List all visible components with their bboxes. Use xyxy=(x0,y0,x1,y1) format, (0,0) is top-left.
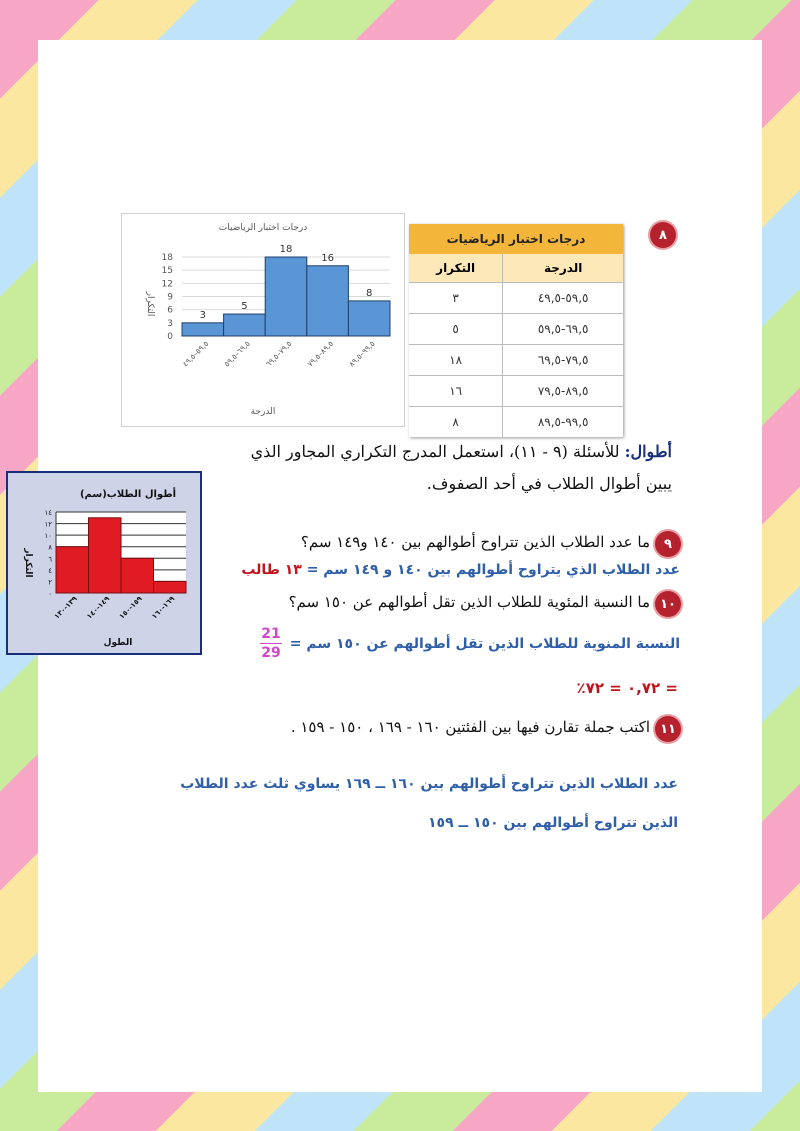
x-tick-label: ١٦٩-١٦٠ xyxy=(150,594,177,621)
intro-line-2: يبين أطوال الطلاب في أحد الصفوف. xyxy=(426,474,672,493)
fraction-numerator: 21 xyxy=(261,626,281,642)
question-9-answer xyxy=(241,562,680,578)
table-row xyxy=(409,345,623,376)
question-10-badge xyxy=(655,591,681,617)
table-row xyxy=(409,283,623,314)
histogram-bar xyxy=(121,558,154,593)
y-tick-label: 0 xyxy=(167,332,173,342)
y-tick-label: ٦ xyxy=(48,555,52,564)
y-axis-label: التكرار xyxy=(145,291,155,317)
y-tick-label: ٢ xyxy=(48,578,52,587)
fraction-denominator: 29 xyxy=(261,645,281,661)
fraction-bar xyxy=(260,643,282,644)
histogram-bar xyxy=(182,323,224,336)
answer-value: ١٣ طالب xyxy=(241,562,302,578)
header-frequency: التكرار xyxy=(409,254,503,283)
histogram-bar xyxy=(224,314,266,336)
answer-fraction xyxy=(260,626,282,661)
x-tick-label: ٥٩,٥–٤٩,٥ xyxy=(180,339,211,369)
grade-cell: ٦٩,٥-٥٩,٥ xyxy=(503,314,623,345)
y-tick-label: 9 xyxy=(167,292,173,303)
y-tick-label: 18 xyxy=(161,253,173,263)
question-10-text: ما النسبة المئوية للطلاب الذين تقل أطوالهم عن ١٥٠ سم؟ xyxy=(288,593,650,611)
data-label: 8 xyxy=(366,287,373,299)
intro-line-1 xyxy=(251,442,672,461)
y-tick-label: ٠ xyxy=(48,590,52,598)
y-tick-label: 3 xyxy=(167,318,173,329)
question-number: ١١ xyxy=(660,721,676,737)
data-label: 16 xyxy=(321,252,334,264)
grade-cell: ٥٩,٥-٤٩,٥ xyxy=(503,283,623,314)
freq-cell: ٥ xyxy=(409,314,503,345)
y-tick-label: ١٠ xyxy=(44,532,52,541)
x-tick-label: ١٣٩-١٣٠ xyxy=(52,594,79,621)
y-tick-label: ٨ xyxy=(48,543,52,552)
header-grade: الدرجة xyxy=(503,254,623,283)
question-8-badge xyxy=(650,222,676,248)
data-label: 3 xyxy=(199,309,206,321)
y-tick-label: ١٤ xyxy=(44,509,52,517)
freq-cell: ١٦ xyxy=(409,376,503,407)
intro-text: للأسئلة (٩ - ١١)، استعمل المدرج التكراري المجاور الذي xyxy=(250,442,620,461)
question-11-badge xyxy=(655,716,681,742)
histogram-bar xyxy=(307,266,349,336)
question-11-answer-line-2: الذين تتراوح أطوالهم بين ١٥٠ ــ ١٥٩ xyxy=(428,815,678,831)
histogram-bar xyxy=(56,547,89,593)
freq-cell: ٨ xyxy=(409,407,503,438)
heights-x-axis-label: الطول xyxy=(103,638,133,648)
y-tick-label: 12 xyxy=(161,279,173,290)
intro-bold: أطوال: xyxy=(624,442,672,461)
question-10-answer-percent: = ٠,٧٢ = ٧٢٪ xyxy=(576,679,678,697)
question-number: ٩ xyxy=(664,536,672,552)
table-row xyxy=(409,407,623,438)
y-tick-label: 15 xyxy=(161,266,173,277)
y-tick-label: ٤ xyxy=(48,566,52,575)
y-tick-label: ١٢ xyxy=(44,520,52,529)
histogram-bar xyxy=(89,518,122,593)
question-11-text: اكتب جملة تقارن فيها بين الفئتين ١٦٠ - ١٦٩ ، ١٥٠ - ١٥٩ . xyxy=(290,718,650,736)
x-tick-label: ١٤٩-١٤٠ xyxy=(85,594,112,621)
table-caption: درجات اختبار الرياضيات xyxy=(409,224,623,254)
question-11-answer-line-1: عدد الطلاب الذين تتراوح أطوالهم بين ١٦٠ ــ ١٦٩ يساوي ثلث عدد الطلاب xyxy=(180,776,678,792)
question-10-answer: النسبة المنوية للطلاب الذين تقل أطوالهم عن ١٥٠ سم = xyxy=(289,636,680,652)
chart-title: درجات اختبار الرياضيات xyxy=(218,223,308,233)
answer-text: عدد الطلاب الذي يتراوح أطوالهم بين ١٤٠ و ١٤٩ سم = xyxy=(306,562,680,578)
grade-cell: ٨٩,٥-٧٩,٥ xyxy=(503,376,623,407)
histogram-bar xyxy=(154,581,187,593)
y-tick-label: 6 xyxy=(167,305,173,316)
x-tick-label: ١٥٩-١٥٠ xyxy=(117,594,144,621)
grade-cell: ٩٩,٥-٨٩,٥ xyxy=(503,407,623,438)
math-grades-table xyxy=(409,224,623,437)
x-tick-label: ٦٩,٥–٥٩,٥ xyxy=(222,339,252,369)
freq-cell: ٣ xyxy=(409,283,503,314)
heights-svg xyxy=(8,473,200,653)
x-axis-label: الدرجة xyxy=(250,407,276,417)
histogram-svg xyxy=(122,214,404,426)
data-label: 18 xyxy=(279,244,293,255)
math-grades-histogram xyxy=(121,213,405,427)
question-9-badge xyxy=(655,531,681,557)
x-tick-label: ٨٩,٥–٧٩,٥ xyxy=(305,339,336,369)
histogram-bar xyxy=(265,257,307,336)
histogram-bar xyxy=(348,301,390,336)
heights-chart-title: أطوال الطلاب(سم) xyxy=(79,489,177,500)
data-label: 5 xyxy=(241,301,248,313)
heights-y-axis-label: التكرار xyxy=(23,548,33,578)
x-tick-label: ٧٩,٥–٦٩,٥ xyxy=(263,339,294,369)
x-tick-label: ٩٩,٥–٨٩,٥ xyxy=(347,339,377,369)
question-9-text: ما عدد الطلاب الذين تتراوح أطوالهم بين ١٤٠ و١٤٩ سم؟ xyxy=(300,533,650,551)
question-number: ١٠ xyxy=(660,596,676,612)
question-number: ٨ xyxy=(659,227,667,243)
grade-cell: ٧٩,٥-٦٩,٥ xyxy=(503,345,623,376)
table-row xyxy=(409,314,623,345)
student-heights-histogram xyxy=(6,471,202,655)
table-row xyxy=(409,376,623,407)
freq-cell: ١٨ xyxy=(409,345,503,376)
